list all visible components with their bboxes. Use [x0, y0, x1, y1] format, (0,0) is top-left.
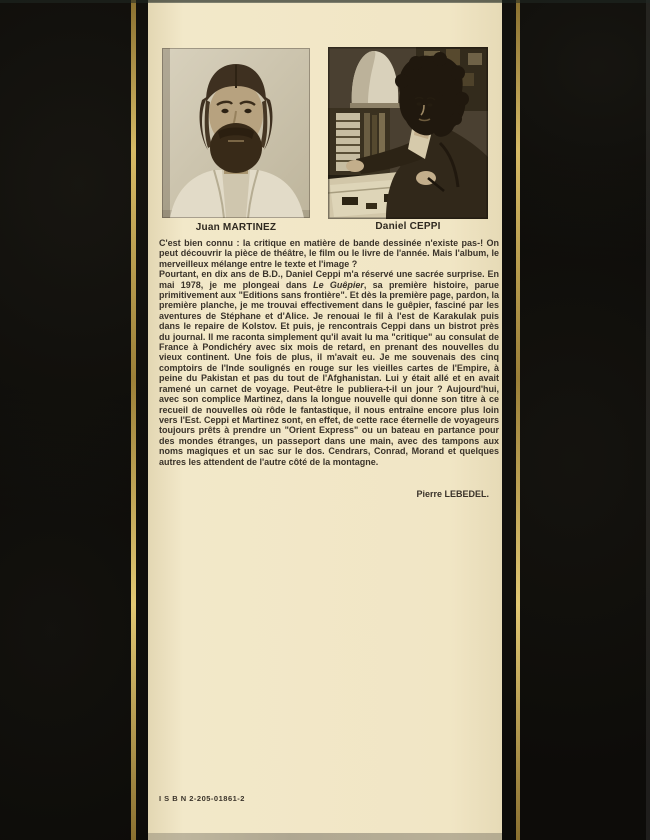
- gold-pinstripe-left: [131, 0, 136, 840]
- back-cover-text: [159, 238, 499, 467]
- cover-top-edge-shade: [0, 0, 650, 3]
- photo-daniel-ceppi: [328, 47, 488, 219]
- isbn-number: I S B N 2-205-01861-2: [159, 794, 245, 803]
- body-paragraph: C'est bien connu : la critique en matière de bande dessinée n'existe pas-! On peut découvrir la pièce de théâtre, le film ou le livre de l'année. Mais l'album, le merveilleux mélange entre le texte et l'image ?: [159, 238, 499, 269]
- cream-panel: [148, 0, 502, 840]
- caption-juan-martinez: Juan MARTINEZ: [195, 222, 277, 233]
- body-paragraph: Pourtant, en dix ans de B.D., Daniel Ceppi m'a réservé une sacrée surprise. En mai 1978, je me plongeai dans Le Guêpier, sa première histoire, parue primitivement aux "Editions sans frontière". Et dès la première page, pardon, la première planche, je me trouvai effectivement dans le guêpier, fasciné par les aventures de Stéphane et d'Alice. Je renouai le fil à l'est de Karakulak puis dans le repaire de Kolstov. Et puis, je rencontrais Ceppi dans un bistrot près du journal. Il me raconta simplement qu'il avait lu ma "critique" au consulat de France à Pondichéry avec six mois de retard, en prenant des nouvelles du vieux continent. Une fois de plus, il m'avait eu. Je me souvenais des cinq comptoirs de l'Inde soulignés en rouge sur les vieilles cartes de l'Empire, à peine du Pakistan et pas du tout de l'Afghanistan. Lui y était allé et en avait ramené un carnet de voyage. Peut-être le publiera-t-il un jour ? Aujourd'hui, avec son complice Martinez, dans la longue nouvelle qui donne son titre à ce recueil de nouvelles où rôde le fantastique, il nous entraîne encore plus loin vers l'Est. Ceppi et Martinez sont, en effet, de cette race éternelle de voyageurs toujours prêts à prendre un "Orient Express" ou un bateau en partance pour des mondes étranges, un passeport dans une main, avec des tampons aux noms magiques et un sac sur le dos. Cendrars, Conrad, Morand et quelques autres les attendent de l'autre côté de la montagne.: [159, 269, 499, 467]
- cover-right-edge-highlight: [646, 0, 650, 840]
- portrait-juan-martinez-image: [162, 48, 310, 218]
- photo-daniel-ceppi-image: [328, 47, 488, 219]
- caption-daniel-ceppi: Daniel CEPPI: [375, 221, 441, 232]
- signature-pierre-lebedel: Pierre LEBEDEL.: [416, 489, 489, 499]
- gold-pinstripe-right: [516, 0, 520, 840]
- photo-juan-martinez: [162, 48, 310, 218]
